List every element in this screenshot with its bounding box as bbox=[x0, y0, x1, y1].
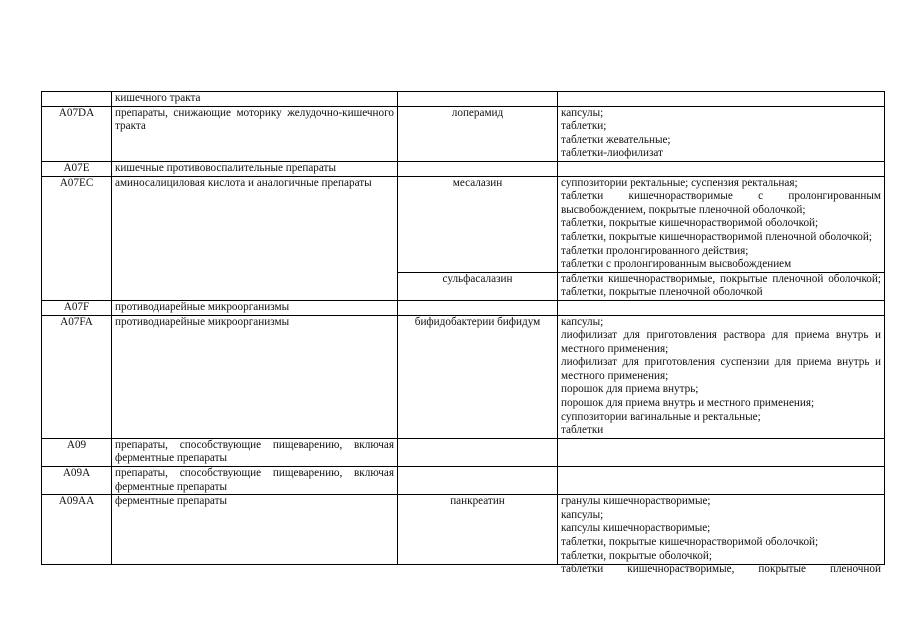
atc-code-cell: A09AA bbox=[42, 495, 112, 565]
dosage-forms-cell bbox=[558, 315, 885, 438]
table-row bbox=[42, 495, 885, 565]
dosage-form-item: таблетки, покрытые оболочкой; bbox=[561, 549, 712, 562]
drug-register-table bbox=[41, 91, 885, 576]
dosage-form-item: таблетки с пролонгированным высвобождением bbox=[561, 258, 792, 271]
atc-code-cell: A09A bbox=[42, 467, 112, 495]
dosage-form-item: таблетки кишечнорастворимые с пролонгированным высвобождением, покрытые пленочной оболочкой; bbox=[561, 190, 881, 216]
dosage-form-item: суппозитории вагинальные и ректальные; bbox=[561, 410, 761, 423]
dosage-form-item: таблетки; bbox=[561, 120, 607, 133]
dosage-form-item: лиофилизат для приготовления раствора для приема внутрь и местного применения; bbox=[561, 329, 881, 355]
group-name-cell: кишечные противовоспалительные препараты bbox=[112, 161, 398, 176]
dosage-form-item: таблетки кишечнорастворимые, покрытые пленочной bbox=[561, 563, 881, 576]
dosage-form-item: капсулы кишечнорастворимые; bbox=[561, 522, 711, 535]
table-row bbox=[42, 161, 885, 176]
table-row bbox=[42, 315, 885, 438]
inn-cell: бифидобактерии бифидум bbox=[398, 315, 558, 438]
inn-cell bbox=[398, 161, 558, 176]
dosage-form-item: таблетки-лиофилизат bbox=[561, 147, 663, 160]
dosage-form-item: таблетки, покрытые кишечнорастворимой оболочкой; bbox=[561, 536, 819, 548]
dosage-form-item: капсулы; bbox=[561, 508, 604, 521]
atc-code-cell: A07F bbox=[42, 300, 112, 315]
atc-code-cell: A07FA bbox=[42, 315, 112, 438]
inn-cell: сульфасалазин bbox=[398, 272, 558, 300]
dosage-form-item: таблетки, покрытые кишечнорастворимой пленочной оболочкой; bbox=[561, 230, 872, 243]
dosage-form-item: капсулы; bbox=[561, 315, 604, 328]
group-name-cell: препараты, способствующие пищеварению, включая ферментные препараты bbox=[112, 467, 398, 495]
dosage-forms-cell bbox=[558, 176, 885, 272]
inn-cell bbox=[398, 467, 558, 495]
dosage-form-item: капсулы; bbox=[561, 106, 604, 119]
inn-cell bbox=[398, 438, 558, 466]
dosage-form-item: таблетки bbox=[561, 424, 604, 437]
dosage-forms-cell bbox=[558, 92, 885, 107]
group-name-cell: препараты, снижающие моторику желудочно-кишечного тракта bbox=[112, 106, 398, 161]
inn-cell bbox=[398, 300, 558, 315]
group-name-cell: аминосалициловая кислота и аналогичные препараты bbox=[112, 176, 398, 300]
atc-code-cell: A07EC bbox=[42, 176, 112, 300]
inn-cell: месалазин bbox=[398, 176, 558, 272]
inn-cell: панкреатин bbox=[398, 495, 558, 565]
group-name-cell: противодиарейные микроорганизмы bbox=[112, 300, 398, 315]
dosage-forms-cell bbox=[558, 438, 885, 466]
dosage-form-item: таблетки жевательные; bbox=[561, 133, 671, 146]
group-name-cell: кишечного тракта bbox=[112, 92, 398, 107]
table-row bbox=[42, 438, 885, 466]
dosage-form-item: гранулы кишечнорастворимые; bbox=[561, 495, 711, 508]
inn-cell: лоперамид bbox=[398, 106, 558, 161]
dosage-form-item: порошок для приема внутрь и местного применения; bbox=[561, 397, 815, 410]
dosage-form-item: таблетки кишечнорастворимые, покрытые пленочной оболочкой; таблетки, покрытые пленочной оболочкой bbox=[561, 272, 881, 299]
dosage-form-item: таблетки пролонгированного действия; bbox=[561, 244, 749, 257]
dosage-forms-cell bbox=[558, 495, 885, 576]
table-row bbox=[42, 92, 885, 107]
atc-code-cell: A07E bbox=[42, 161, 112, 176]
atc-code-cell bbox=[42, 92, 112, 107]
dosage-form-item: суппозитории ректальные; суспензия ректальная; bbox=[561, 176, 798, 189]
table-row bbox=[42, 176, 885, 272]
dosage-forms-cell bbox=[558, 106, 885, 161]
dosage-forms-cell bbox=[558, 467, 885, 495]
dosage-form-item: порошок для приема внутрь; bbox=[561, 383, 699, 396]
dosage-forms-cell bbox=[558, 161, 885, 176]
atc-code-cell: A09 bbox=[42, 438, 112, 466]
group-name-cell: противодиарейные микроорганизмы bbox=[112, 315, 398, 438]
dosage-form-item: таблетки, покрытые кишечнорастворимой оболочкой; bbox=[561, 217, 819, 230]
table-row bbox=[42, 106, 885, 161]
table-row bbox=[42, 300, 885, 315]
inn-cell bbox=[398, 92, 558, 107]
group-name-cell: препараты, способствующие пищеварению, включая ферментные препараты bbox=[112, 438, 398, 466]
dosage-forms-cell bbox=[558, 300, 885, 315]
table-row bbox=[42, 467, 885, 495]
dosage-form-item: лиофилизат для приготовления суспензии для приема внутрь и местного применения; bbox=[561, 356, 881, 382]
atc-code-cell: A07DA bbox=[42, 106, 112, 161]
group-name-cell: ферментные препараты bbox=[112, 495, 398, 565]
dosage-forms-cell bbox=[558, 272, 885, 300]
